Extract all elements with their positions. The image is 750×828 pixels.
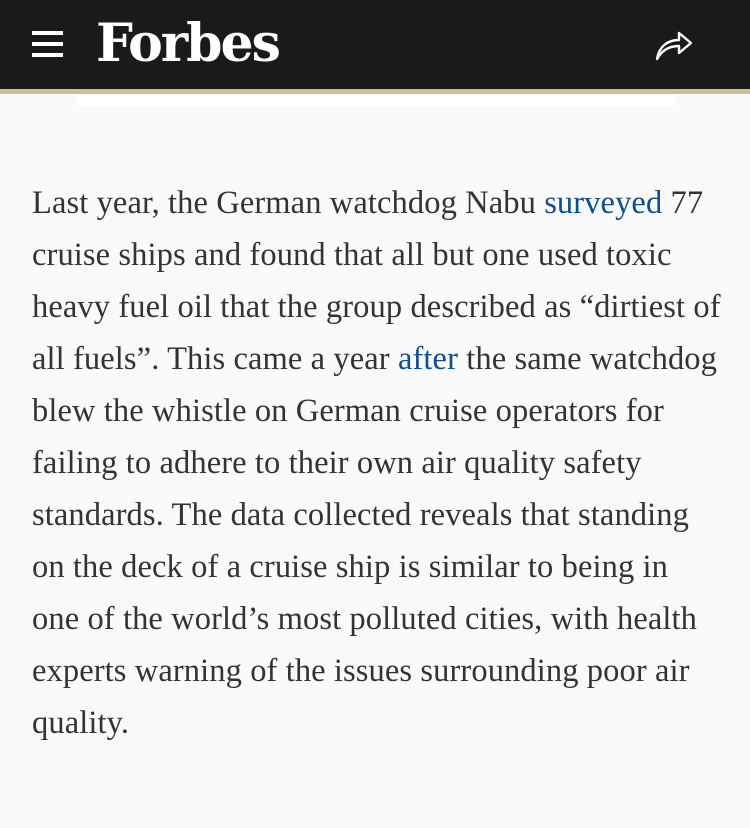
ad-placeholder-strip	[76, 94, 676, 106]
article-paragraph	[32, 177, 722, 749]
after-link[interactable]: after	[397, 341, 458, 377]
article-text: the same watchdog blew the whistle on German cruise operators for failing to adhere to their own air quality safety standards. The data collected reveals that standing on the deck of a cruise ship is similar to being in one of the world’s most polluted cities, with health experts warning of the issues surrounding poor air quality.	[32, 341, 718, 741]
forbes-logo[interactable]: Forbes	[96, 13, 279, 74]
menu-icon-line	[32, 31, 63, 35]
article-text: Last year, the German watchdog Nabu	[32, 185, 545, 221]
surveyed-link[interactable]: surveyed	[544, 185, 663, 221]
menu-icon-line	[32, 53, 63, 57]
article-text: 77 cruise ships and found that all but one used toxic heavy fuel oil that the group described as “dirtiest of all fuels”. This came a year	[32, 185, 721, 377]
menu-icon-line	[32, 42, 63, 46]
hamburger-menu-icon[interactable]	[32, 31, 63, 57]
top-navigation-bar	[0, 0, 750, 94]
share-arrow-icon[interactable]	[654, 28, 694, 62]
